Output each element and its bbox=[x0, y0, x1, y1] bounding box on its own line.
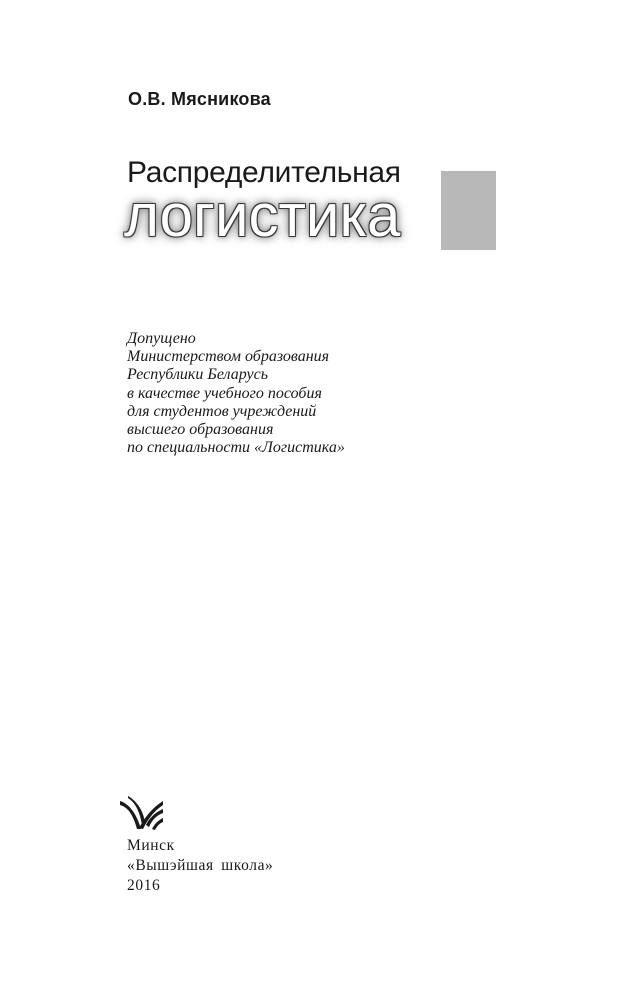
approval-line: для студентов учреждений bbox=[127, 402, 317, 420]
approval-line: высшего образования bbox=[127, 421, 274, 439]
publication-year: 2016 bbox=[127, 877, 161, 894]
publisher-imprint bbox=[127, 836, 273, 896]
publisher-city: Минск bbox=[127, 837, 175, 854]
publisher-logo-icon bbox=[118, 795, 164, 831]
approval-statement bbox=[127, 330, 345, 457]
author-name: О.В. Мясникова bbox=[128, 89, 271, 109]
publisher-name: «Вышэйшая школа» bbox=[127, 857, 274, 874]
approval-line: Республики Беларусь bbox=[127, 366, 268, 384]
book-title-line2: логистика bbox=[124, 182, 401, 249]
approval-line: Министерством образования bbox=[127, 348, 330, 366]
approval-line: по специальности «Логистика» bbox=[127, 439, 345, 457]
approval-line: Допущено bbox=[127, 330, 196, 347]
book-title-line1: Распределительная bbox=[127, 156, 401, 189]
decorative-grey-block bbox=[441, 171, 496, 250]
approval-line: в качестве учебного пособия bbox=[127, 384, 322, 402]
